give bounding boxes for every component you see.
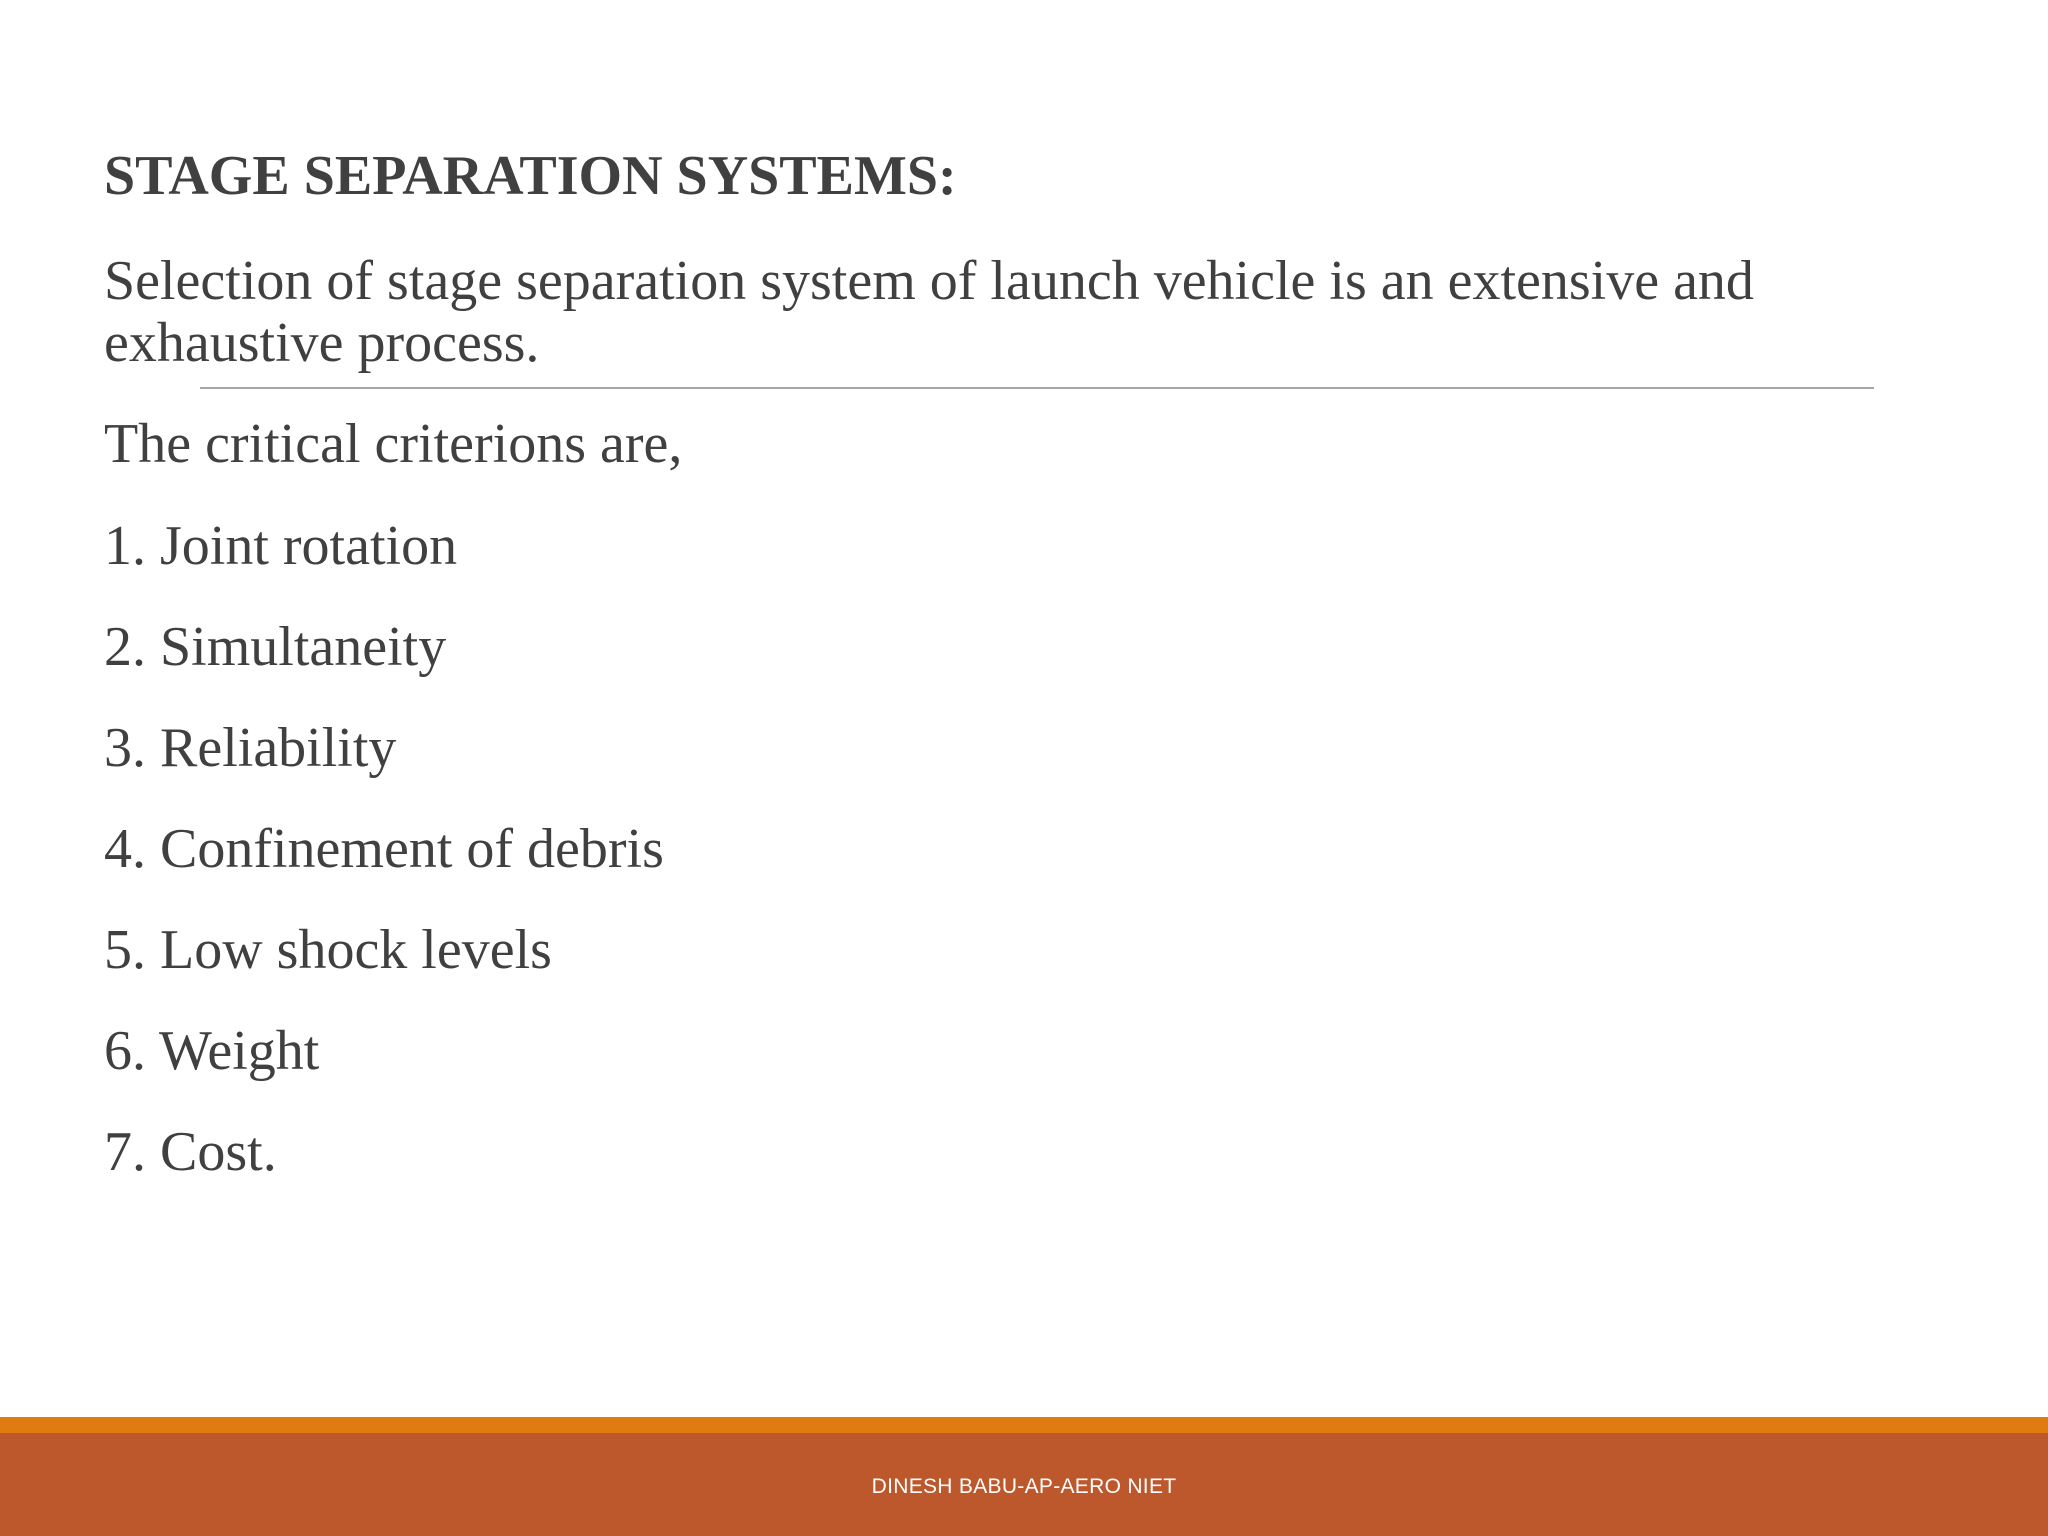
divider-line (200, 387, 1874, 389)
footer-accent-stripe (0, 1417, 2048, 1433)
list-item: 5. Low shock levels (104, 919, 552, 981)
list-item: 2. Simultaneity (104, 616, 447, 678)
footer-text: DINESH BABU-AP-AERO NIET (871, 1475, 1177, 1498)
slide-heading: STAGE SEPARATION SYSTEMS: (104, 145, 957, 207)
list-item: 1. Joint rotation (104, 515, 458, 577)
list-item: 3. Reliability (104, 717, 397, 779)
intro-paragraph: Selection of stage separation system of launch vehicle is an extensive and exhaustive process. (104, 250, 1754, 374)
list-item: 7. Cost. (104, 1121, 277, 1183)
list-item: 4. Confinement of debris (104, 818, 664, 880)
criteria-list (104, 514, 664, 1221)
criteria-intro: The critical criterions are, (104, 413, 683, 475)
list-item: 6. Weight (104, 1020, 320, 1082)
